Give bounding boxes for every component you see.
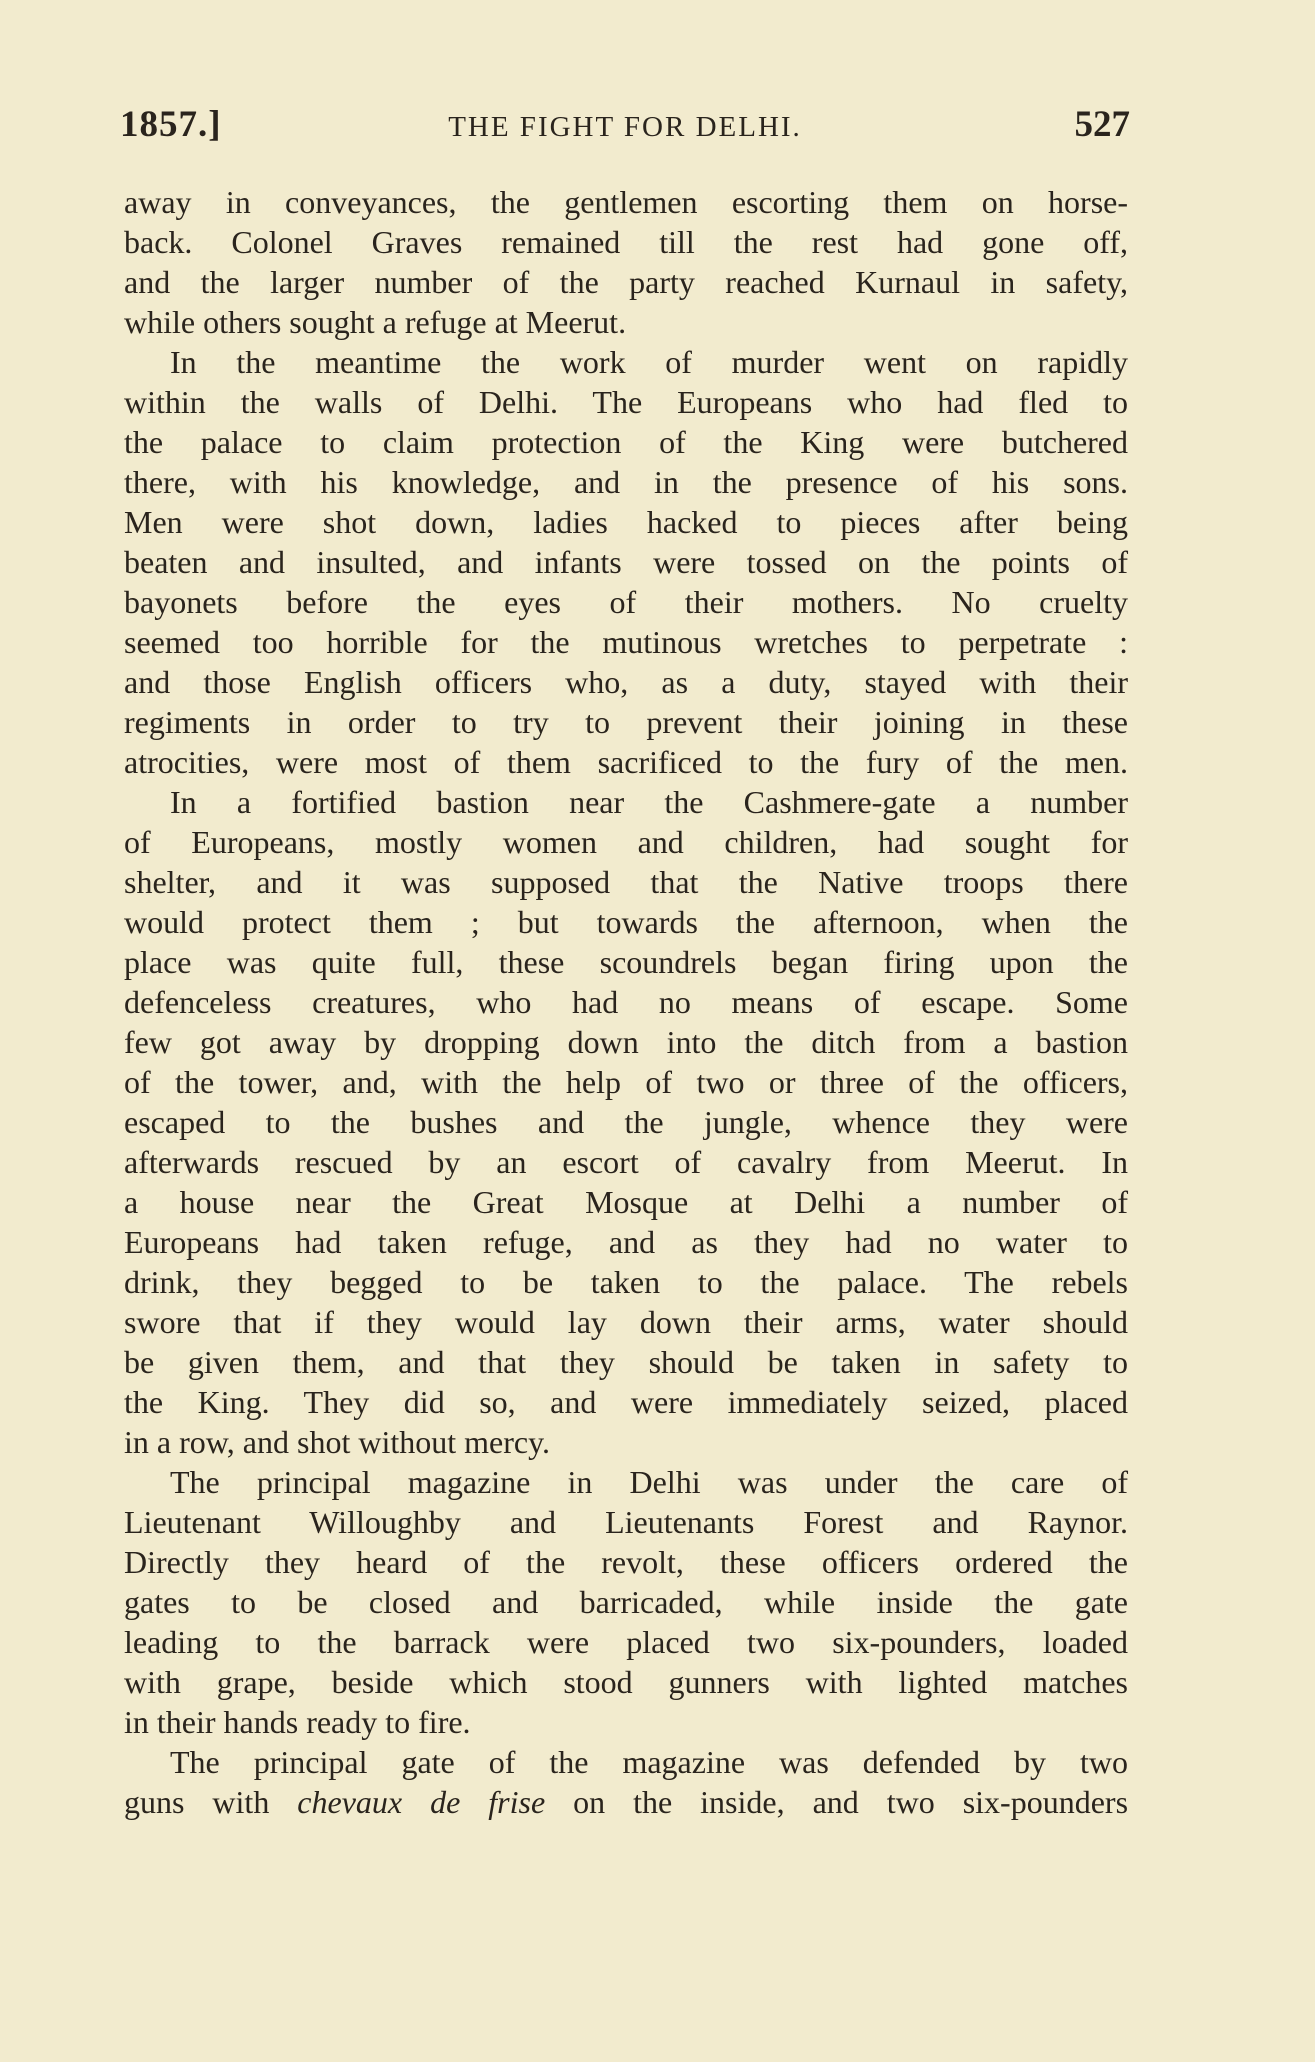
text-line: seemed too horrible for the mutinous wretches to perpetrate : xyxy=(124,624,1128,660)
text-line: would protect them ; but towards the afternoon, when the xyxy=(124,904,1128,940)
text-line: gates to be closed and barricaded, while inside the gate xyxy=(124,1584,1128,1620)
text-line: few got away by dropping down into the ditch from a bastion xyxy=(124,1024,1128,1060)
text-line: swore that if they would lay down their arms, water should xyxy=(124,1304,1128,1340)
header-title: THE FIGHT FOR DELHI. xyxy=(448,111,802,143)
text-line: afterwards rescued by an escort of cavalry from Meerut. In xyxy=(124,1144,1128,1180)
italic-term: chevaux de frise xyxy=(297,1784,546,1820)
text-line: be given them, and that they should be taken in safety to xyxy=(124,1344,1128,1380)
text-line-with-italic xyxy=(124,1782,1128,1822)
header-year: 1857.] xyxy=(120,104,222,145)
text-line: the palace to claim protection of the King were butchered xyxy=(124,424,1128,460)
page-number: 527 xyxy=(1074,104,1130,145)
text-line: of the tower, and, with the help of two or three of the officers, xyxy=(124,1064,1128,1100)
text-line: away in conveyances, the gentlemen escorting them on horse- xyxy=(124,184,1128,220)
text-line: escaped to the bushes and the jungle, whence they were xyxy=(124,1104,1128,1140)
text-line: in their hands ready to fire. xyxy=(124,1704,471,1740)
text-line: place was quite full, these scoundrels began firing upon the xyxy=(124,944,1128,980)
running-head xyxy=(120,103,1130,153)
text-line: bayonets before the eyes of their mothers. No cruelty xyxy=(124,584,1128,620)
text-line: shelter, and it was supposed that the Native troops there xyxy=(124,864,1128,900)
text-segment: on the inside, and two six-pounders xyxy=(545,1784,1129,1820)
text-line: with grape, beside which stood gunners with lighted matches xyxy=(124,1664,1128,1700)
text-line: The principal gate of the magazine was defended by two xyxy=(170,1744,1128,1780)
text-line: drink, they begged to be taken to the palace. The rebels xyxy=(124,1264,1128,1300)
text-line: in a row, and shot without mercy. xyxy=(124,1424,550,1460)
text-segment: guns with xyxy=(124,1784,298,1820)
text-line: Europeans had taken refuge, and as they had no water to xyxy=(124,1224,1128,1260)
text-line: regiments in order to try to prevent their joining in these xyxy=(124,704,1128,740)
text-line: The principal magazine in Delhi was under the care of xyxy=(170,1464,1128,1500)
text-line: and the larger number of the party reached Kurnaul in safety, xyxy=(124,264,1128,300)
text-line: of Europeans, mostly women and children, had sought for xyxy=(124,824,1128,860)
text-line: and those English officers who, as a duty, stayed with their xyxy=(124,664,1128,700)
text-line: the King. They did so, and were immediately seized, placed xyxy=(124,1384,1128,1420)
body-text xyxy=(124,182,1128,1822)
text-line: In the meantime the work of murder went on rapidly xyxy=(170,344,1128,380)
text-line: while others sought a refuge at Meerut. xyxy=(124,304,627,340)
text-line: there, with his knowledge, and in the presence of his sons. xyxy=(124,464,1128,500)
text-line: Directly they heard of the revolt, these officers ordered the xyxy=(124,1544,1128,1580)
text-line: In a fortified bastion near the Cashmere-gate a number xyxy=(170,784,1128,820)
text-line: Men were shot down, ladies hacked to pieces after being xyxy=(124,504,1128,540)
text-line: atrocities, were most of them sacrificed to the fury of the men. xyxy=(124,744,1128,780)
text-line: back. Colonel Graves remained till the rest had gone off, xyxy=(124,224,1128,260)
text-line: Lieutenant Willoughby and Lieutenants Forest and Raynor. xyxy=(124,1504,1128,1540)
text-line: beaten and insulted, and infants were tossed on the points of xyxy=(124,544,1128,580)
text-line: a house near the Great Mosque at Delhi a number of xyxy=(124,1184,1128,1220)
text-line: leading to the barrack were placed two six-pounders, loaded xyxy=(124,1624,1128,1660)
text-line: within the walls of Delhi. The Europeans who had fled to xyxy=(124,384,1128,420)
text-line: defenceless creatures, who had no means of escape. Some xyxy=(124,984,1128,1020)
